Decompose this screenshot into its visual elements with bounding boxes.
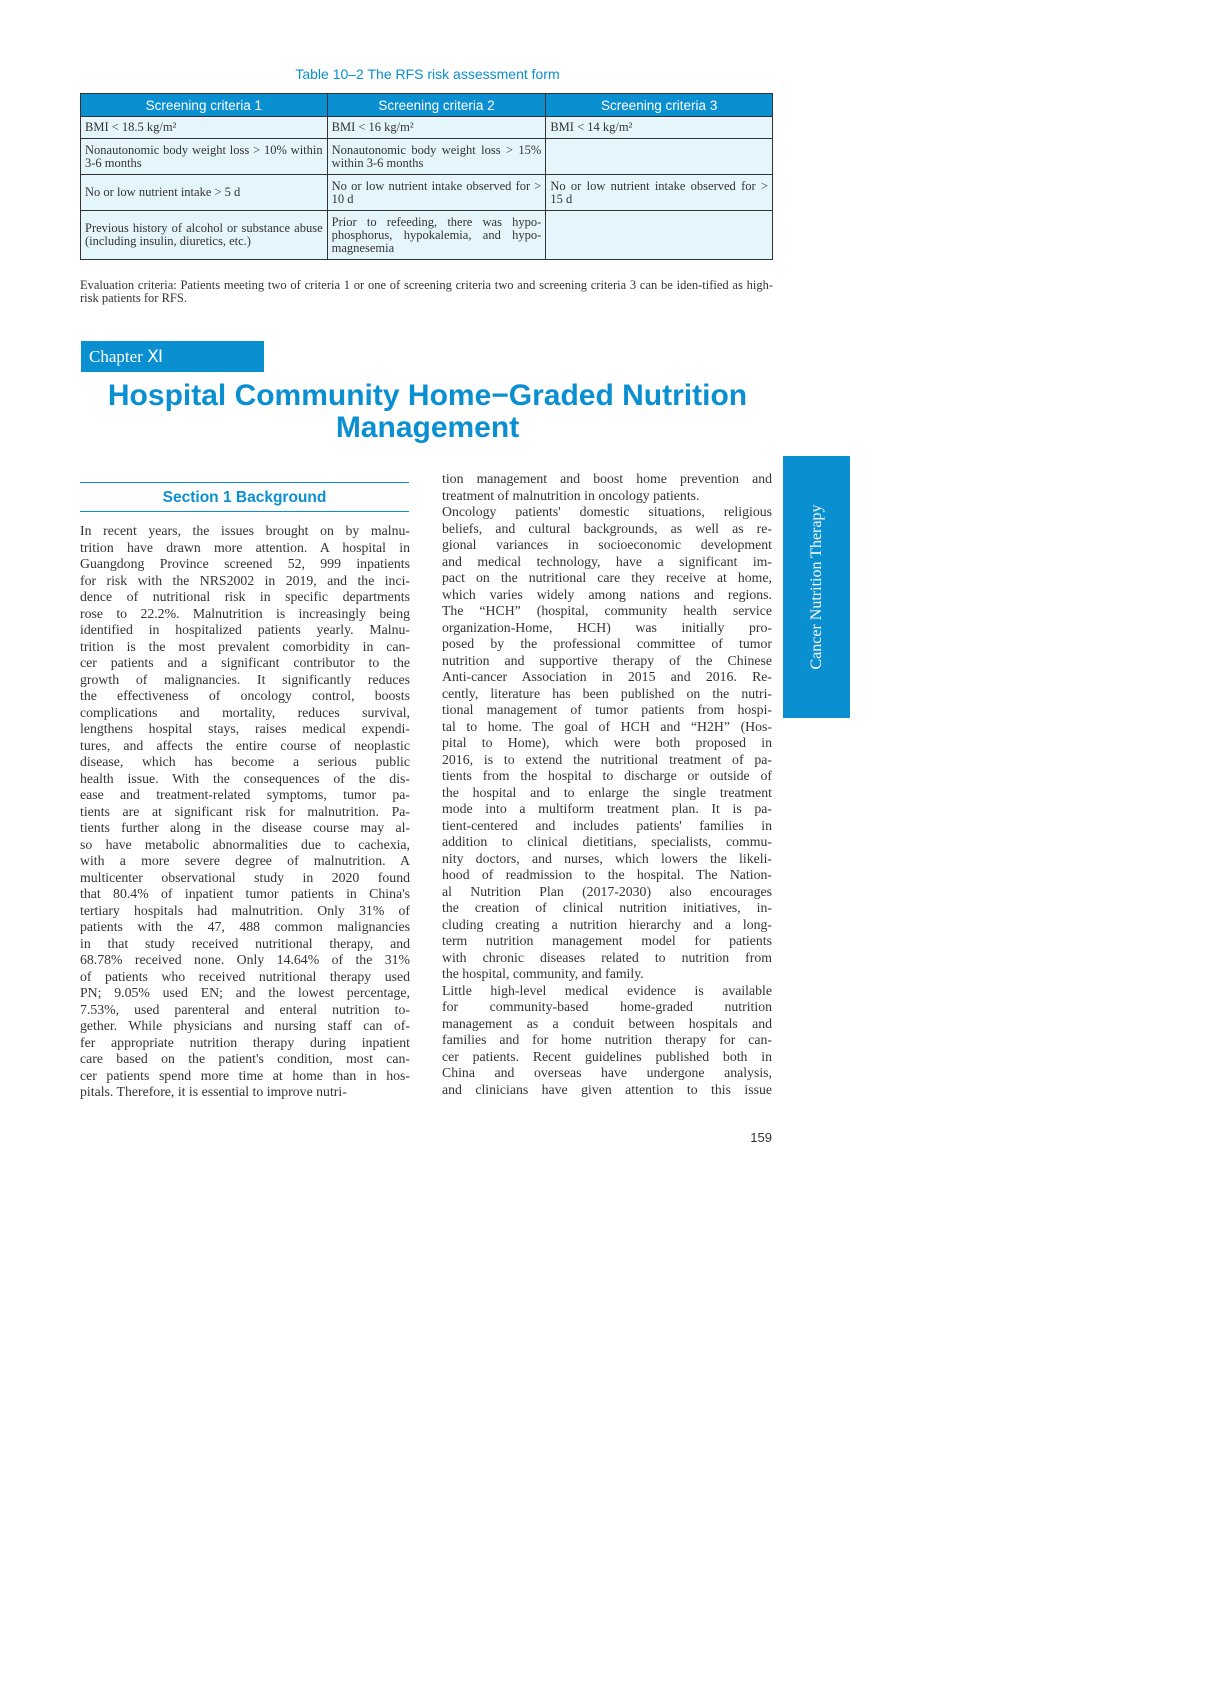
body-text-line: China and overseas have undergone analysis,	[442, 1065, 772, 1080]
body-text-line: trition is the most prevalent comorbidity in can-	[80, 638, 410, 654]
body-text-line: the hospital, community, and family.	[442, 966, 644, 981]
body-text-line: in that study received nutritional therapy, and	[80, 935, 410, 951]
body-text-line: treatment of malnutrition in oncology patients.	[442, 487, 700, 503]
header-cell: Screening criteria 1	[81, 94, 328, 117]
body-text-line: of patients who received nutritional therapy used	[80, 968, 410, 984]
body-text-line: the hospital and to enlarge the single treatment	[442, 784, 772, 800]
table-row	[81, 139, 773, 175]
body-text-line: for community-based home-graded nutrition	[442, 999, 772, 1014]
body-text-line: which varies widely among nations and regions.	[442, 586, 772, 602]
body-text-line: gether. While physicians and nursing staff can of-	[80, 1018, 410, 1033]
body-text-line: nutrition and supportive therapy of the Chinese	[442, 652, 772, 668]
table-cell: BMI < 14 kg/m²	[546, 117, 773, 139]
body-text-line: pital to Home), which were both proposed in	[442, 735, 772, 750]
body-text-line: mode into a multiform treatment plan. It is pa-	[442, 801, 772, 816]
body-text-line: cluding creating a nutrition hierarchy and a long-	[442, 916, 772, 932]
body-text-line: tal to home. The goal of HCH and “H2H” (Hos-	[442, 718, 772, 734]
section-title: Section 1 Background	[162, 489, 327, 506]
body-text-line: ease and treatment-related symptoms, tumor pa-	[80, 787, 410, 802]
body-text-line: multicenter observational study in 2020 found	[80, 869, 410, 885]
body-text-line: trition have drawn more attention. A hospital in	[80, 539, 410, 555]
body-text-line: identified in hospitalized patients yearly. Malnu-	[80, 622, 410, 637]
body-column-left	[80, 523, 410, 1101]
table-cell: Previous history of alcohol or substance abuse (including insulin, diuretics, etc.)	[81, 211, 328, 260]
body-text-line: management as a conduit between hospitals and	[442, 1015, 772, 1031]
header-cell: Screening criteria 3	[546, 94, 773, 117]
body-text-line: fer appropriate nutrition therapy during inpatient	[80, 1034, 410, 1050]
body-text-line: and medical technology, have a significant im-	[442, 553, 772, 569]
table-header-row	[81, 94, 773, 117]
body-text-line: that 80.4% of inpatient tumor patients in China's	[80, 886, 410, 901]
body-text-line: tion management and boost home prevention and	[442, 471, 772, 486]
body-text-line: hood of readmission to the hospital. The Nation-	[442, 867, 772, 882]
body-text-line: pact on the nutritional care they receive at home,	[442, 570, 772, 585]
side-tab	[783, 456, 850, 718]
side-tab-label: Cancer Nutrition Therapy	[807, 504, 825, 670]
rfs-risk-table	[80, 93, 773, 260]
body-text-line: lengthens hospital stays, raises medical expendi-	[80, 721, 410, 736]
evaluation-criteria-note: Evaluation criteria: Patients meeting two of criteria 1 or one of screening criteria two and screening criteria 3 can be iden-tified as high-risk patients for RFS.	[80, 278, 773, 305]
table-cell: No or low nutrient intake observed for > 15 d	[546, 175, 773, 211]
body-text-line: the effectiveness of oncology control, boosts	[80, 688, 410, 703]
section-top-rule	[80, 482, 409, 483]
body-text-line: term nutrition management model for patients	[442, 933, 772, 948]
table-cell: Nonautonomic body weight loss > 10% within 3-6 months	[81, 139, 328, 175]
body-text-line: cer patients spend more time at home than in hos-	[80, 1067, 410, 1083]
body-text-line: Guangdong Province screened 52, 999 inpatients	[80, 556, 410, 571]
body-text-line: care based on the patient's condition, most can-	[80, 1051, 410, 1066]
body-text-line: tients further along in the disease course may al-	[80, 820, 410, 835]
body-text-line: with a more severe degree of malnutrition. A	[80, 853, 410, 868]
body-text-line: tional management of tumor patients from hospi-	[442, 702, 772, 717]
body-text-line: The “HCH” (hospital, community health service	[442, 603, 772, 618]
page-number: 159	[750, 1130, 772, 1145]
body-text-line: and clinicians have given attention to this issue	[442, 1081, 772, 1097]
body-text-line: health issue. With the consequences of the dis-	[80, 770, 410, 786]
body-text-line: nity doctors, and nurses, which lowers the likeli-	[442, 850, 772, 866]
section-bottom-rule	[80, 511, 409, 512]
body-text-line: posed by the professional committee of tumor	[442, 636, 772, 651]
body-text-line: the creation of clinical nutrition initiatives, in-	[442, 900, 772, 915]
body-text-line: beliefs, and cultural backgrounds, as well as re-	[442, 520, 772, 536]
body-text-line: with chronic diseases related to nutrition from	[442, 949, 772, 965]
body-text-line: growth of malignancies. It significantly reduces	[80, 671, 410, 687]
body-text-line: patients with the 47, 488 common malignancies	[80, 919, 410, 934]
body-text-line: 2016, is to extend the nutritional treatment of pa-	[442, 751, 772, 767]
body-text-line: tients from the hospital to discharge or outside of	[442, 768, 772, 783]
body-text-line: 7.53%, used parenteral and enteral nutrition to-	[80, 1001, 410, 1017]
table-row	[81, 117, 773, 139]
body-text-line: dence of nutritional risk in specific departments	[80, 589, 410, 604]
table-cell: Prior to refeeding, there was hypo-phosphorus, hypokalemia, and hypo-magnesemia	[327, 211, 546, 260]
chapter-title-line: Management	[335, 411, 520, 444]
body-text-line: gional variances in socioeconomic development	[442, 537, 772, 552]
header-cell: Screening criteria 2	[327, 94, 546, 117]
body-text-line: for risk with the NRS2002 in 2019, and the inci-	[80, 572, 410, 588]
table-cell: Nonautonomic body weight loss > 15% within 3-6 months	[327, 139, 546, 175]
body-text-line: so have metabolic abnormalities due to cachexia,	[80, 836, 410, 852]
body-text-line: tertiary hospitals had malnutrition. Only 31% of	[80, 902, 410, 918]
body-text-line: Anti-cancer Association in 2015 and 2016. Re-	[442, 669, 772, 684]
body-text-line: pitals. Therefore, it is essential to improve nutri-	[80, 1084, 347, 1099]
body-text-line: families and for home nutrition therapy for can-	[442, 1032, 772, 1047]
body-text-line: tients are at significant risk for malnutrition. Pa-	[80, 803, 410, 819]
table-row	[81, 175, 773, 211]
chapter-title-line: Hospital Community Home−Graded Nutrition	[107, 379, 748, 412]
body-text-line: cer patients and a significant contributor to the	[80, 655, 410, 670]
body-text-line: PN; 9.05% used EN; and the lowest percentage,	[80, 985, 410, 1000]
chapter-title	[0, 380, 855, 444]
table-cell: BMI < 18.5 kg/m²	[81, 117, 328, 139]
table-row	[81, 211, 773, 260]
body-text-line: complications and mortality, reduces survival,	[80, 704, 410, 720]
body-text-line: tient-centered and includes patients' families in	[442, 817, 772, 833]
body-text-line: organization-Home, HCH) was initially pro-	[442, 619, 772, 635]
chapter-label: Chapter Ⅺ	[81, 341, 264, 372]
body-text-line: addition to clinical dietitians, specialists, commu-	[442, 834, 772, 849]
body-text-line: 68.78% received none. Only 14.64% of the 31%	[80, 952, 410, 967]
body-text-line: Little high-level medical evidence is available	[442, 982, 772, 998]
body-column-right	[442, 471, 772, 1098]
table-caption: Table 10–2 The RFS risk assessment form	[295, 66, 560, 82]
table-cell: No or low nutrient intake observed for > 10 d	[327, 175, 546, 211]
body-text-line: cently, literature has been published on the nutri-	[442, 685, 772, 701]
table-cell: No or low nutrient intake > 5 d	[81, 175, 328, 211]
body-text-line: tures, and affects the entire course of neoplastic	[80, 737, 410, 753]
table-cell	[546, 211, 773, 260]
body-text-line: disease, which has become a serious public	[80, 754, 410, 769]
body-text-line: cer patients. Recent guidelines published both in	[442, 1048, 772, 1064]
table-cell	[546, 139, 773, 175]
body-text-line: In recent years, the issues brought on by malnu-	[80, 523, 410, 538]
body-text-line: rose to 22.2%. Malnutrition is increasingly being	[80, 605, 410, 621]
table-cell: BMI < 16 kg/m²	[327, 117, 546, 139]
body-text-line: Oncology patients' domestic situations, religious	[442, 504, 772, 519]
body-text-line: al Nutrition Plan (2017-2030) also encourages	[442, 883, 772, 899]
